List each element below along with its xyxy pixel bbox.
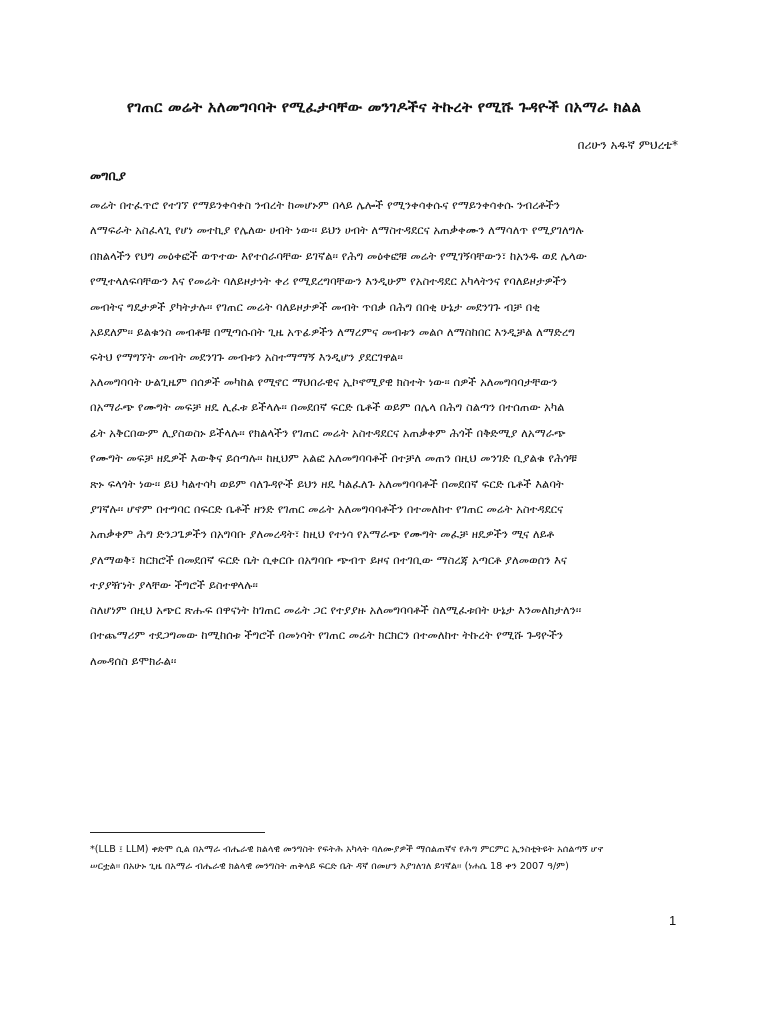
paragraph-line: አይደለም፡፡ ይልቁንስ መብቶቹ በሚጣሱበት ጊዜ አጥፊዎችን ለማረምና መብቱን መልሶ ለማስከበር እንዲቻል ለማድረግ [90,325,575,340]
paragraph-line: በክልላችን የህግ መዕቀፎች ወጥተው እየተሰራባቸው ይገኛል፡፡ የሕግ መዕቀፎቹ መሬት የሚገኝባቸውን፣ ከአንዱ ወደ ሌላው [90,248,587,263]
footnote-line: *(LLB ፤ LLM) ቀድሞ ሲል በአማራ ብሔራዊ ክልላዊ መንግስት የፍትሕ አካላት ባለሙያዎች ማሰልጠኛና የሕግ ምርምር ኢንስቲትዩት አሰልጣኝ ሆኖ [90,844,604,855]
paragraph-line: መብትና ግዴታዎች ያካትታሉ፡፡ የገጠር መሬት ባለይዞታዎች መብት ጥበቃ በሕግ በበቂ ሁኔታ መደንገጉ ብቻ በቂ [90,299,541,314]
paragraph-line: መሬት በተፈጥሮ የተገኘ የማይንቀሳቀስ ንብረት ከመሆኑም በላይ ሌሎች የሚንቀሳቀሱና የማይንቀሳቀሱ ንብረቶችን [90,198,560,212]
paragraph-3 [90,598,678,674]
paragraph-line: የሙግት መፍቻ ዘዴዎች እውቅና ይሰጣሉ፡፡ ከዚህም አልፎ አለመግባባቶች በተቻለ መጠን በዚህ መንገድ ቢያልቁ የሕጎቹ [90,451,578,466]
paragraph-line: ለመዳሰስ ይሞክራል፡፡ [90,653,177,668]
paragraph-line: ጽኑ ፍላጎት ነው፡፡ ይህ ካልተሳካ ወይም ባለጉዳዮች ይህን ዘዴ ካልፈለጉ አለመግባባቶች በመደበኛ ፍርድ ቤቶች እልባት [90,476,564,491]
paragraph-line: አጠቃቀም ሕግ ድንጋጌዎችን በአግባቡ ያለመረዳት፣ ከዚህ የተነሳ የአማራጭ የሙግት መፈቻ ዘዴዎችን ሚና ለይቶ [90,527,555,542]
paragraph-line: የሚተላለፍባቸውን እና የመሬት ባለይዞታነት ቀሪ የሚደረግባቸውን እንዲሁም የአስተዳደር አካላትንና የባለይዞታዎችን [90,274,567,289]
footnote-separator [90,832,265,833]
paragraph-line: ስለሆነም በዚህ አጭር ጽሑፍ በዋናነት ከገጠር መሬት ጋር የተያያዙ አለመግባባቶች ስለሚፈቱበት ሁኔታ እንመለከታለን፡፡ [90,603,582,617]
paragraph-line: ለማፍራት አስፈላጊ የሆነ መተኪያ የሌለው ሀብት ነው፡፡ ይህን ሀብት ለማስተዳደርና አጠቃቀሙን ለማሳለጥ የሚያገለግሉ [90,223,584,238]
paragraph-line: ያገኛሉ፡፡ ሆኖም በተግባር በፍርድ ቤቶች ዘንድ የገጠር መሬት አለመግባባቶችን በተመለከተ የገጠር መሬት አስተዳደርና [90,502,564,517]
paragraph-line: ያለማወቅ፣ ክርክሮች በመደበኛ ፍርድ ቤት ሲቀርቡ በአግባቡ ጭብጥ ይዞና በተገቢው ማስረጃ አጣርቶ ያለመወሰን እና [90,552,567,567]
paragraph-line: ፍትህ የማግኘት መብት መደንገጉ መብቱን አስተማማኝ እንዲሆን ያደርገዋል፡፡ [90,350,403,365]
paragraph-1 [90,193,678,371]
paragraph-2 [90,370,678,599]
section-heading: መግቢያ [90,168,126,183]
paragraph-line: አለመግባባት ሁልጊዜም በሰዎች መካከል የሚኖር ማህበራዊና ኢኮኖሚያዊ ክስተት ነው፡፡ ሰዎች አለመግባባታቸውን [90,375,558,389]
author-name: በሪሁን አዱኛ ምህረቴ* [577,138,678,152]
footnote-line: ሠርቷል፡፡ በአሁኑ ጊዜ በአማራ ብሔራዊ ክልላዊ መንግስት ጠቅላይ ፍርድ ቤት ዳኛ በመሆን እያገለገለ ይገኛል፡፡ (ነሐሴ 18 ቀን 2007 ዓ/ም) [90,861,569,872]
document-title: የገጠር መሬት አለመግባባት የሚፈታባቸው መንገዶችና ትኩረት የሚሹ ጉዳዮች በአማራ ክልል [126,98,642,116]
paragraph-line: ፊት አቅርበውም ሊያስወስኑ ይችላሉ፡፡ የክልላችን የገጠር መሬት አስተዳደርና አጠቃቀም ሕጎች በቅድሚያ ለአማራጭ [90,425,566,440]
paragraph-line: በአማራጭ የሙግት መፍቻ ዘዴ ሊፈቱ ይችላሉ፡፡ በመደበኛ ፍርድ ቤቶች ወይም በሌላ በሕግ ስልጣን በተሰጠው አካል [90,400,565,415]
paragraph-line: በተጨማሪም ተደጋግመው ከሚከሰቱ ችግሮች በመነሳት የገጠር መሬት ክርክርን በተመለከተ ትኩረት የሚሹ ጉዳዮችን [90,628,564,643]
page-number: 1 [669,913,677,928]
footnote [90,841,680,875]
paragraph-line: ተያያዥነት ያላቸው ችግሮች ይስተዋላሉ፡፡ [90,578,258,593]
